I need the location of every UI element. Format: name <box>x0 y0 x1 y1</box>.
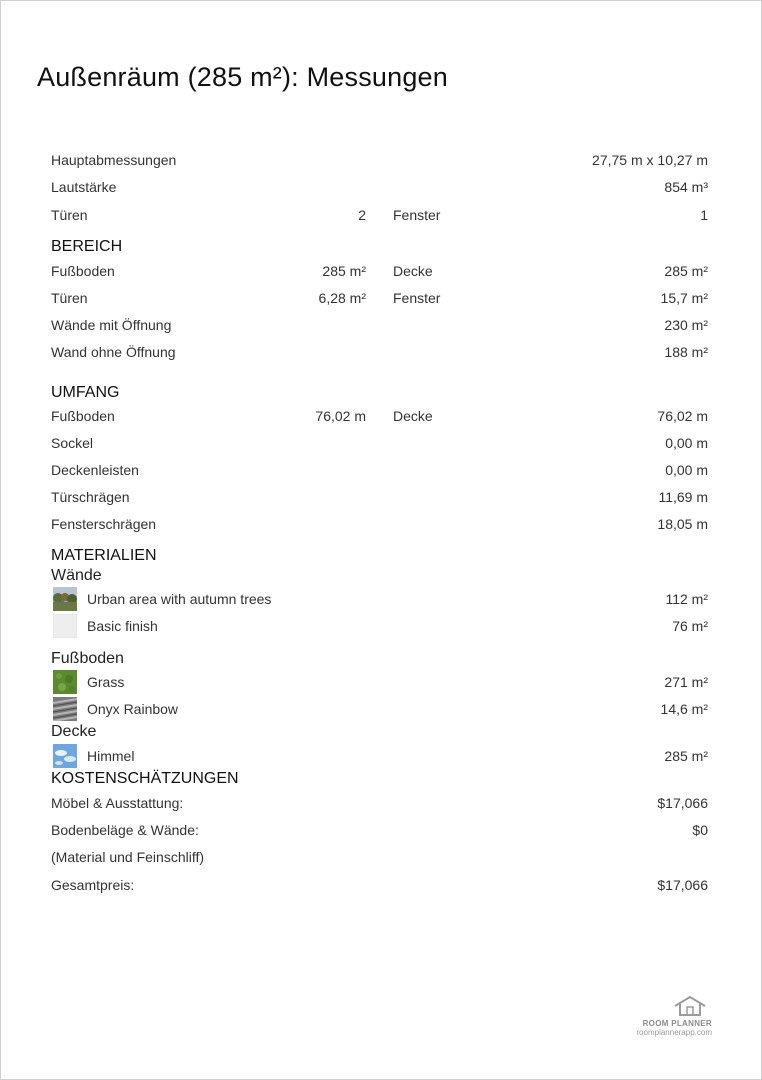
window-trim-row <box>0 515 762 537</box>
floors-walls-cost-row <box>0 821 762 843</box>
room-planner-logo <box>612 995 712 1037</box>
perimeter-floor-label: Fußboden <box>51 408 115 424</box>
urban-trees-thumbnail-icon <box>53 587 77 611</box>
material-value: 76 m² <box>672 618 708 634</box>
material-name: Grass <box>87 674 125 690</box>
grass-thumbnail-icon <box>53 670 77 694</box>
onyx-rainbow-thumbnail-icon <box>53 697 77 721</box>
floors-walls-cost-label: Bodenbeläge & Wände: <box>51 822 199 838</box>
floors-walls-cost-value: $0 <box>692 822 708 838</box>
baseboard-value: 0,00 m <box>665 435 708 451</box>
basic-finish-thumbnail-icon <box>53 614 77 638</box>
door-trim-value: 11,69 m <box>658 489 708 505</box>
total-cost-value: $17,066 <box>657 877 708 893</box>
total-cost-label: Gesamtpreis: <box>51 877 135 893</box>
material-name: Onyx Rainbow <box>87 701 179 717</box>
walls-with-opening-label: Wände mit Öffnung <box>51 317 172 333</box>
area-ceiling-value: 285 m² <box>664 263 708 279</box>
volume-value: 854 m³ <box>664 179 708 195</box>
perimeter-floor-value: 76,02 m <box>315 408 366 424</box>
material-name: Urban area with autumn trees <box>87 591 272 607</box>
walls-without-opening-row <box>0 343 762 365</box>
baseboard-label: Sockel <box>51 435 94 451</box>
main-dims-value: 27,75 m x 10,27 m <box>592 152 708 168</box>
walls-with-opening-value: 230 m² <box>664 317 708 333</box>
furniture-cost-row <box>0 794 762 816</box>
main-dims-label: Hauptabmessungen <box>51 152 177 168</box>
baseboard-row <box>0 434 762 456</box>
walls-without-opening-value: 188 m² <box>664 344 708 360</box>
cost-note-row <box>0 848 762 870</box>
page-title: Außenräum (285 m²): Messungen <box>37 62 448 92</box>
cost-note: (Material und Feinschliff) <box>51 849 205 865</box>
crown-molding-row <box>0 461 762 483</box>
doors-count-label: Türen <box>51 207 88 223</box>
crown-molding-label: Deckenleisten <box>51 462 139 478</box>
area-floor-value: 285 m² <box>322 263 366 279</box>
walls-without-opening-label: Wand ohne Öffnung <box>51 344 176 360</box>
material-value: 14,6 m² <box>660 701 708 717</box>
materials-walls-heading: Wände <box>51 567 102 584</box>
house-icon <box>672 995 708 1017</box>
volume-label: Lautstärke <box>51 179 117 195</box>
area-floor-row <box>0 262 762 284</box>
furniture-cost-value: $17,066 <box>657 795 708 811</box>
material-name: Himmel <box>87 748 135 764</box>
costs-heading: KOSTENSCHÄTZUNGEN <box>51 770 239 787</box>
area-openings-row <box>0 289 762 311</box>
walls-with-opening-row <box>0 316 762 338</box>
area-ceiling-label: Decke <box>393 263 433 279</box>
area-windows-label: Fenster <box>393 290 441 306</box>
material-value: 271 m² <box>664 674 708 690</box>
logo-brand: ROOM PLANNER <box>642 1019 712 1028</box>
materials-floor-heading: Fußboden <box>51 650 124 667</box>
material-row <box>0 700 762 724</box>
furniture-cost-label: Möbel & Ausstattung: <box>51 795 184 811</box>
material-row <box>0 590 762 614</box>
volume-row <box>0 178 762 200</box>
material-row <box>0 617 762 641</box>
doors-count-value: 2 <box>358 207 366 223</box>
area-heading: BEREICH <box>51 238 123 255</box>
windows-count-label: Fenster <box>393 207 441 223</box>
area-doors-label: Türen <box>51 290 88 306</box>
window-trim-label: Fensterschrägen <box>51 516 157 532</box>
area-windows-value: 15,7 m² <box>660 290 708 306</box>
perimeter-heading: UMFANG <box>51 384 120 401</box>
door-trim-row <box>0 488 762 510</box>
area-doors-value: 6,28 m² <box>318 290 366 306</box>
materials-ceiling-heading: Decke <box>51 723 97 740</box>
material-value: 285 m² <box>664 748 708 764</box>
perimeter-ceiling-value: 76,02 m <box>657 408 708 424</box>
crown-molding-value: 0,00 m <box>665 462 708 478</box>
perimeter-floor-row <box>0 407 762 429</box>
logo-url: roomplannerapp.com <box>636 1028 712 1037</box>
door-trim-label: Türschrägen <box>51 489 130 505</box>
material-row <box>0 747 762 771</box>
openings-row <box>0 206 762 228</box>
main-dims-row <box>0 151 762 173</box>
perimeter-ceiling-label: Decke <box>393 408 433 424</box>
sky-thumbnail-icon <box>53 744 77 768</box>
material-name: Basic finish <box>87 618 158 634</box>
materials-heading: MATERIALIEN <box>51 547 157 564</box>
windows-count-value: 1 <box>700 207 708 223</box>
material-row <box>0 673 762 697</box>
area-floor-label: Fußboden <box>51 263 115 279</box>
window-trim-value: 18,05 m <box>657 516 708 532</box>
material-value: 112 m² <box>665 591 708 607</box>
total-cost-row <box>0 876 762 898</box>
